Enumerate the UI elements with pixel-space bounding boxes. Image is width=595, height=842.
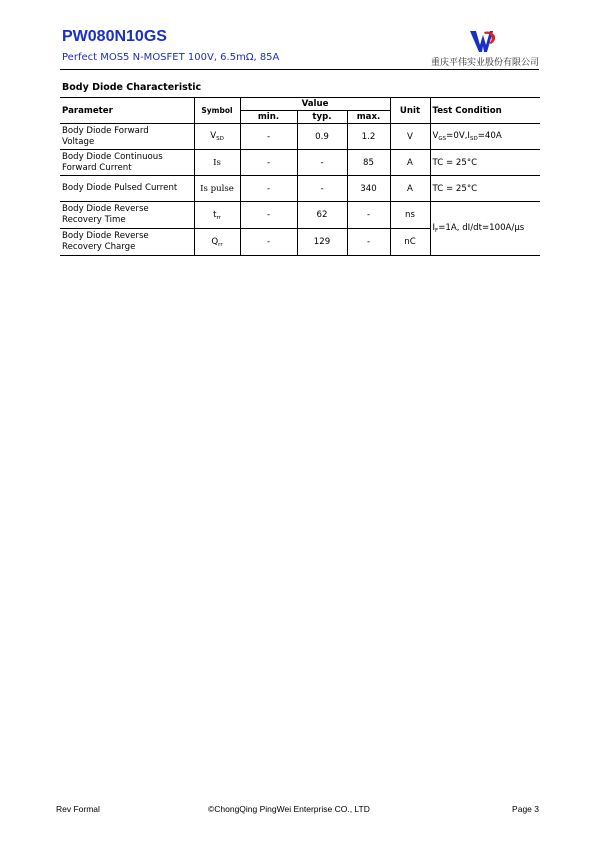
symbol-cell [194,229,240,256]
param-cell [60,202,194,229]
param-cell [60,124,194,150]
typ-cell: 129 [297,229,347,256]
param-line: Body Diode Pulsed Current [62,183,178,193]
param-line: Voltage [62,136,95,147]
cond-sub: SD [469,136,478,142]
symbol-sub: SD [216,136,224,142]
min-cell: - [240,202,297,229]
condition-cell [430,124,540,150]
cond-part: V [432,131,439,141]
typ-cell: - [297,150,347,176]
symbol-main: Is [213,157,221,168]
param-line: Recovery Time [62,215,126,225]
max-cell: - [347,229,390,256]
unit-cell: nC [390,229,430,256]
body-diode-table [60,97,540,256]
table-row [60,202,540,229]
symbol-main: t [213,209,217,220]
unit-cell: A [390,176,430,202]
condition-cell: TC = 25°C [430,150,540,176]
symbol-sub: rr [216,214,221,221]
condition-cell: TC = 25°C [430,176,540,202]
max-cell: 85 [347,150,390,176]
footer-copyright: ©ChongQing PingWei Enterprise CO., LTD [208,804,370,814]
cond-sub: GS [438,136,447,142]
company-name: 重庆平伟实业股份有限公司 [430,58,539,68]
table-row [60,124,540,150]
param-line: Body Diode Reverse [62,204,149,214]
min-cell: - [240,229,297,256]
min-cell: - [240,124,297,150]
cond-part: I [432,223,436,233]
max-cell: 340 [347,176,390,202]
header-typ: typ. [297,111,347,124]
header-max: max. [347,111,390,124]
max-cell: - [347,202,390,229]
table-row [60,150,540,176]
pingwei-logo-icon [469,29,497,53]
section-title: Body Diode Characteristic [62,82,202,93]
cond-part: =0V,I [446,131,470,141]
param-line: Recovery Charge [62,242,136,252]
header-divider [60,69,539,70]
part-number-title: PW080N10GS [62,28,167,45]
typ-cell: - [297,176,347,202]
symbol-main: Is pulse [200,183,234,194]
param-line: Body Diode Continuous [62,151,163,162]
footer-page-number: Page 3 [512,804,539,814]
unit-cell: ns [390,202,430,229]
condition-cell [430,202,540,256]
part-subtitle: Perfect MOS5 N-MOSFET 100V, 6.5mΩ, 85A [62,52,280,63]
max-cell: 1.2 [347,124,390,150]
symbol-main: Q [211,236,219,247]
cond-part: =1A, dI/dt=100A/μs [438,223,525,233]
typ-cell: 0.9 [297,124,347,150]
unit-cell: V [390,124,430,150]
unit-cell: A [390,150,430,176]
symbol-sub: rr [218,241,223,248]
header-value: Value [240,98,390,111]
symbol-cell [194,176,240,202]
param-line: Body Diode Forward [62,125,149,136]
min-cell: - [240,176,297,202]
param-cell [60,150,194,176]
param-line: Body Diode Reverse [62,231,149,241]
header-condition: Test Condition [430,98,540,124]
cond-sub: F [435,228,439,234]
symbol-cell [194,202,240,229]
param-line: Forward Current [62,162,132,173]
footer-revision: Rev Formal [56,804,100,814]
header-min: min. [240,111,297,124]
symbol-cell [194,150,240,176]
header-unit: Unit [390,98,430,124]
param-cell [60,176,194,202]
header-parameter: Parameter [60,98,194,124]
typ-cell: 62 [297,202,347,229]
symbol-cell [194,124,240,150]
param-cell [60,229,194,256]
header-symbol: Symbol [194,98,240,124]
table-row [60,176,540,202]
min-cell: - [240,150,297,176]
symbol-main: V [210,131,217,141]
cond-part: =40A [477,131,502,141]
